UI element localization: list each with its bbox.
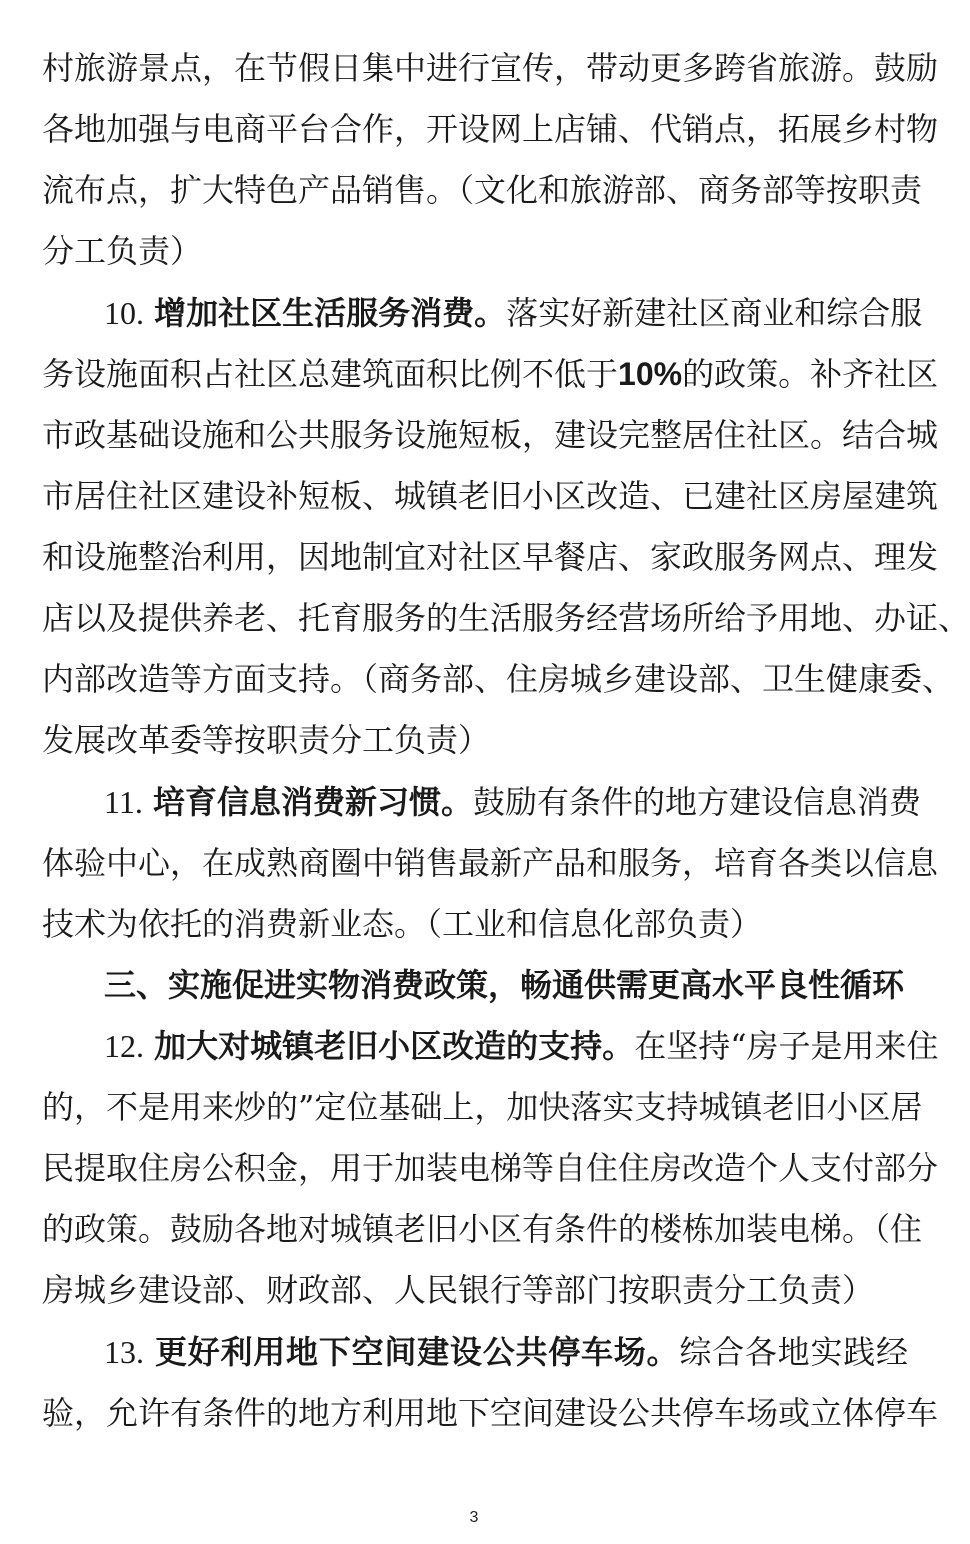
page-number: 3	[469, 1509, 479, 1526]
text-line: 村旅游景点，在节假日集中进行宣传，带动更多跨省旅游。鼓励	[42, 49, 939, 87]
text-line	[42, 344, 939, 404]
item-text: 落实好新建社区商业和综合服	[506, 294, 923, 332]
item-number: 13.	[104, 1334, 144, 1370]
text-line: 店以及提供养老、托育服务的生活服务经营场所给予用地、办证、	[42, 599, 970, 637]
paragraph-13-first-line	[104, 1322, 908, 1382]
item-number: 12.	[104, 1028, 144, 1064]
item-title: 更好利用地下空间建设公共停车场。	[154, 1333, 680, 1371]
text-line: 的政策。鼓励各地对城镇老旧小区有条件的楼栋加装电梯。（住	[42, 1210, 923, 1248]
paragraph-10-first-line	[104, 283, 923, 343]
text-line: 各地加强与电商平台合作，开设网上店铺、代销点，拓展乡村物	[42, 110, 939, 148]
paragraph-11-first-line	[104, 772, 922, 832]
item-number: 10.	[104, 295, 144, 331]
text-segment: 务设施面积占社区总建筑面积比例不低于	[42, 355, 619, 393]
item-text: 综合各地实践经	[679, 1333, 908, 1371]
item-title: 培育信息消费新习惯。	[152, 783, 473, 821]
text-line: 体验中心，在成熟商圈中销售最新产品和服务，培育各类以信息	[42, 844, 939, 882]
item-text: 鼓励有条件的地方建设信息消费	[473, 783, 922, 821]
text-line: 房城乡建设部、财政部、人民银行等部门按职责分工负责）	[42, 1271, 875, 1309]
text-line: 分工负责）	[42, 232, 203, 270]
text-line: 流布点，扩大特色产品销售。（文化和旅游部、商务部等按职责	[42, 171, 923, 209]
text-line: 市政基础设施和公共服务设施短板，建设完整居住社区。结合城	[42, 416, 939, 454]
item-text: 在坚持“房子是用来住	[634, 1027, 939, 1065]
text-line: 发展改革委等按职责分工负责）	[42, 721, 491, 759]
text-line: 和设施整治利用，因地制宜对社区早餐店、家政服务网点、理发	[42, 538, 939, 576]
percent-value: 10%	[618, 356, 683, 392]
text-line: 内部改造等方面支持。（商务部、住房城乡建设部、卫生健康委、	[42, 660, 955, 698]
text-line: 市居住社区建设补短板、城镇老旧小区改造、已建社区房屋建筑	[42, 477, 939, 515]
section-heading: 三、实施促进实物消费政策，畅通供需更高水平良性循环	[104, 966, 905, 1004]
item-title: 增加社区生活服务消费。	[154, 294, 507, 332]
text-line: 民提取住房公积金，用于加装电梯等自住住房改造个人支付部分	[42, 1149, 939, 1187]
text-line: 技术为依托的消费新业态。（工业和信息化部负责）	[42, 905, 763, 943]
text-line: 的，不是用来炒的”定位基础上，加快落实支持城镇老旧小区居	[42, 1088, 923, 1126]
text-line: 验，允许有条件的地方利用地下空间建设公共停车场或立体停车	[42, 1394, 939, 1432]
item-title: 加大对城镇老旧小区改造的支持。	[154, 1027, 635, 1065]
paragraph-12-first-line	[104, 1016, 939, 1076]
item-number: 11.	[104, 784, 143, 820]
text-segment: 的政策。补齐社区	[682, 355, 939, 393]
